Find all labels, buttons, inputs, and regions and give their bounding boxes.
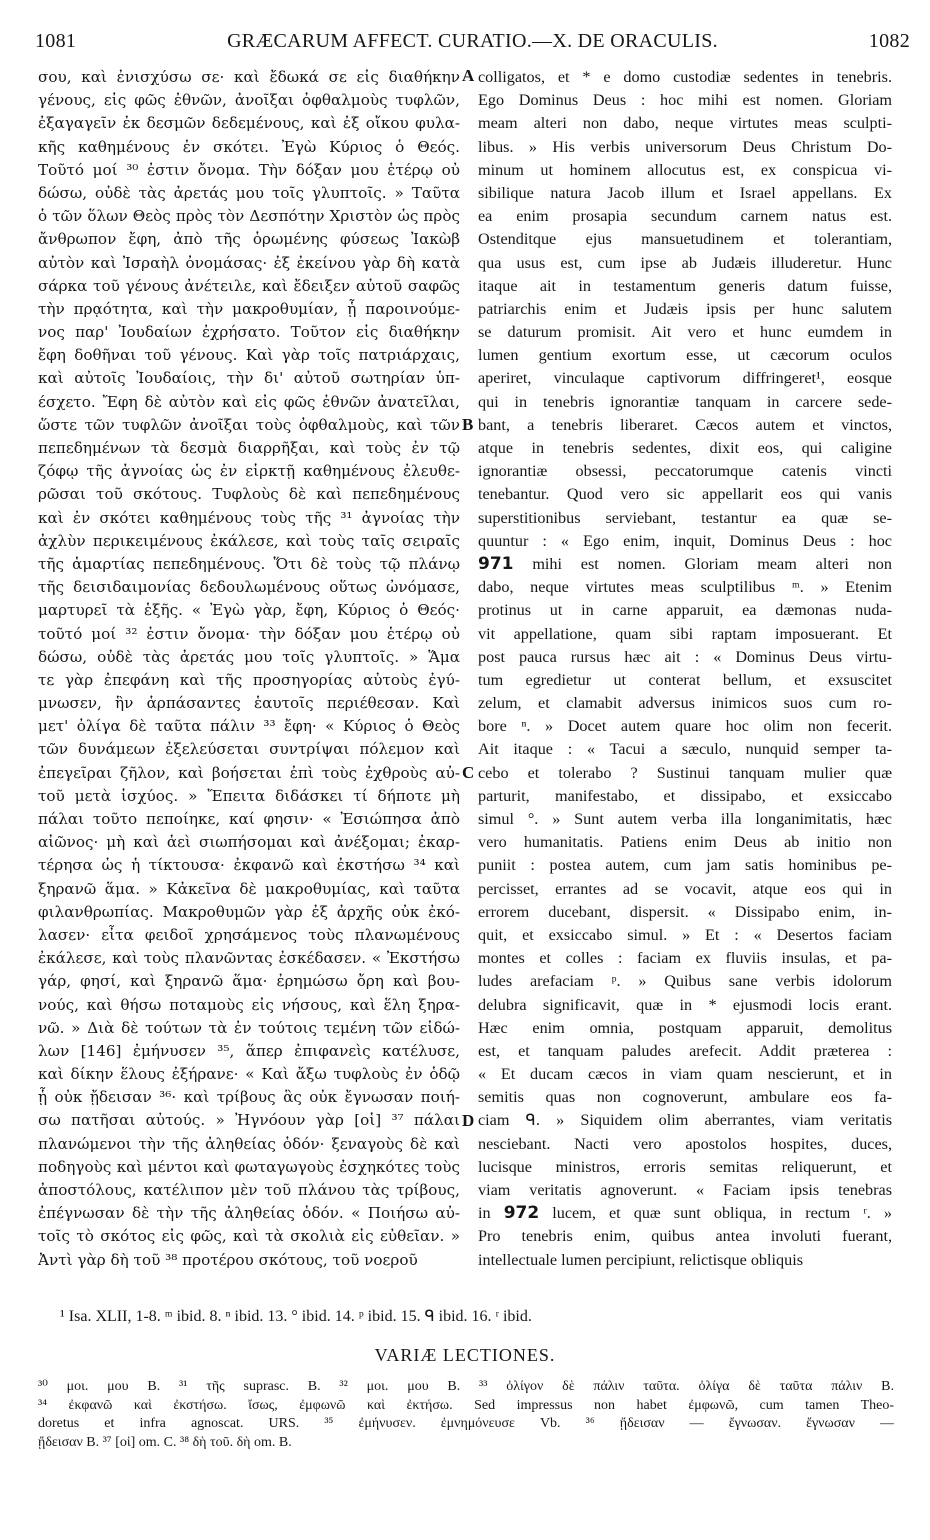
latin-text-line: quuntur : « Ego enim, inquit, Dominus Deus : hoc (478, 531, 892, 550)
latin-text-line: parturit, manifestabo, et dissipabo, et exsiccabo (478, 786, 892, 805)
greek-text-line: αἰῶνος· μὴ καὶ ἀεὶ σιωπήσομαι καὶ ἀνέξομαι; ἐκαρ- (38, 833, 460, 852)
greek-text-line: γάρ, φησί, καὶ ξηρανῶ ἅμα· ἐρημώσω ὄρη καὶ βου- (38, 972, 460, 991)
greek-text-line: Τοῦτό μοί ³⁰ ἐστιν ὄνομα. Τὴν δόξαν μου ἑτέρῳ οὐ (38, 160, 460, 179)
latin-text-line: aperiret, vinculaque captivorum diffringeret¹, eosque (478, 369, 892, 388)
latin-text-line: « Et ducam cæcos in viam quam nescierunt, et in (478, 1065, 892, 1084)
margin-letter-b: B (462, 415, 474, 434)
latin-text-line: bore ⁿ. » Docet autem quare hoc olim non fecerit. (478, 717, 892, 736)
greek-text-line: ἐπεγεῖραι ζῆλον, καὶ βοήσεται ἐπὶ τοὺς ἐχθροὺς αὐ- (38, 763, 460, 782)
latin-text-line: sibilique natura Jacob illum et Israel appellans. Ex (478, 183, 892, 202)
variae-lectiones (38, 1378, 894, 1452)
latin-text-line: Hæc enim omnia, postquam apparuit, demolitus (478, 1018, 892, 1037)
latin-text-line: vero humanitatis. Patiens enim Deus ab initio non (478, 833, 892, 852)
latin-text-line: ignorantiæ obsessi, peccatorumque catenis vincti (478, 462, 892, 481)
latin-text-line: lumen gentium exortum esse, ut cæcorum oculos (478, 346, 892, 365)
latin-text-line: 971 mihi est nomen. Gloriam meam alteri non (478, 553, 892, 574)
latin-text-line: bant, a tenebris liberaret. Cæcos autem et vinctos, (478, 415, 892, 434)
latin-text-line: dabo, neque virtutes meas sculptilibus ᵐ. » Etenim (478, 578, 892, 597)
latin-column (478, 66, 892, 1272)
greek-text-line: τῆς ἁμαρτίας πεπεδημένους. Ὅτι δὲ τοὺς τῷ πλάνῳ (38, 554, 460, 573)
greek-text-line: τῶν δυνάμεων ἐξελεύσεται συντρίψαι πόλεμον καὶ (38, 740, 460, 759)
latin-text-line: libus. » His verbis universorum Deus Christum Do- (478, 137, 892, 156)
greek-text-line: σάρκα τοῦ γένους ἀνέτειλε, καὶ ἔδειξεν αὐτοῦ σαφῶς (38, 276, 460, 295)
greek-text-line: μνωσεν, ἣν ἁρπάσαντες ἑαυτοῖς περιέθεσαν. Καὶ (38, 694, 460, 713)
greek-column (38, 66, 460, 1272)
latin-text-line: intellectuale lumen percipiunt, relictisque obliquis (478, 1250, 804, 1269)
column-page-number: 971 (478, 553, 514, 574)
latin-text-line: Ostenditque ejus mansuetudinem et tolerantiam, (478, 230, 892, 249)
latin-text-line: errorem ducebant, dispersit. « Dissipabo enim, in- (478, 902, 892, 921)
latin-text-line: in 972 lucem, et quæ sunt obliqua, in rectum ʳ. » (478, 1203, 892, 1224)
greek-text-line: ποδηγοὺς καὶ μέντοι καὶ φωταγωγοὺς ἐσχηκότες τοὺς (38, 1157, 460, 1176)
greek-text-line: φιλανθρωπίας. Μακροθυμῶν γὰρ ἐξ ἀρχῆς οὐκ ἐκό- (38, 902, 460, 921)
variant-reading-line: ³⁰ μοι. μου B. ³¹ τῆς suprasc. B. ³² μοι. μου B. ³³ ὀλίγον δὲ πάλιν ταῦτα. ὀλίγα δὲ ταῦτα πάλιν B. (38, 1379, 894, 1394)
greek-text-line: ἔφη δοθῆναι τοῦ γένους. Καὶ γὰρ τοῖς πατριάρχαις, (38, 346, 460, 365)
greek-text-line: ἐκάλεσε, καὶ τοὺς πλανῶντας ἐσκέδασεν. « Ἐκστήσω (38, 949, 460, 968)
greek-text-line: ᾗ οὐκ ᾔδεισαν ³⁶· καὶ τρίβους ἃς οὐκ ἔγνωσαν ποιή- (38, 1088, 460, 1107)
latin-text-line: itaque ait in testamentum generis datum fuisse, (478, 276, 892, 295)
greek-text-line: πλανώμενοι τὴν τῆς ἀληθείας ὁδόν· ξεναγοὺς δὲ καὶ (38, 1134, 460, 1153)
variant-reading-line: ᾔδεισαν B. ³⁷ [οἱ] om. C. ³⁸ δὴ τοῦ. δὴ om. B. (38, 1434, 292, 1450)
page-number-left: 1081 (35, 30, 77, 52)
latin-text-line: semitis quas non cognoverunt, ambulare eos fa- (478, 1088, 892, 1107)
greek-text-line: ὥστε τῶν τυφλῶν ἀνοῖξαι τοὺς ὀφθαλμοὺς, καὶ τῶν (38, 415, 460, 434)
latin-text-line: zelum, et clamabit adversus inimicos suos cum ro- (478, 694, 892, 713)
greek-text-line: καὶ δίκην ἕλους ἐξήρανε· « Καὶ ἄξω τυφλοὺς ἐν ὁδῷ (38, 1065, 460, 1084)
greek-text-line: τὴν πρᾳότητα, καὶ τὴν μακροθυμίαν, ᾗ παροινούμε- (38, 299, 460, 318)
greek-text-line: ἄνθρωπον ἔφη, ἀπὸ τῆς ὁρωμένης φύσεως Ἰακὼβ (38, 230, 460, 249)
latin-text-line: qui in tenebris ignorantiæ tanquam in carcere sede- (478, 392, 892, 411)
latin-text-line: cebo et tolerabo ? Sustinui tanquam mulier quæ (478, 763, 892, 782)
greek-text-line: δώσω, οὐδὲ τὰς ἀρετάς μου τοῖς γλυπτοῖς. » Ταῦτα (38, 183, 460, 202)
greek-text-line: νούς, καὶ θήσω ποταμοὺς εἰς νήσους, καὶ ἕλη ξηρα- (38, 995, 460, 1014)
greek-text-line: Ἀντὶ γὰρ δὴ τοῦ ³⁸ προτέρου σκότους, τοῦ νοεροῦ (38, 1250, 418, 1269)
greek-text-line: τοῦτό μοί ³² ἐστιν ὄνομα· τὴν δόξαν μου ἑτέρῳ οὐ (38, 624, 460, 643)
greek-text-line: τε γὰρ ἐπεφάνη καὶ τῆς προσηγορίας αὐτοὺς ἐγύ- (38, 670, 460, 689)
latin-text-line: ciam ᑫ. » Siquidem olim aberrantes, viam veritatis (478, 1111, 892, 1130)
latin-text-line: se daturum promisit. Ait vero et hunc eumdem in (478, 323, 892, 342)
latin-text-line: delubra significavit, quæ in * ejusmodi locis erant. (478, 995, 892, 1014)
greek-text-line: κῆς καθημένους ἐν σκότει. Ἐγὼ Κύριος ὁ Θεός. (38, 137, 460, 156)
latin-text-line: qua usus est, cum ipse ab Judæis illuderetur. Hunc (478, 253, 892, 272)
latin-text-line: protinus ut in carne apparuit, ea dæmonas nuda- (478, 601, 892, 620)
greek-text-line: τέρησα ὡς ἡ τίκτουσα· ἐκφανῶ καὶ ἐκστήσω ³⁴ καὶ (38, 856, 460, 875)
greek-text-line: τοῖς τὸ σκότος εἰς φῶς, καὶ τὰ σκολιὰ εἰς εὐθεῖαν. » (38, 1227, 460, 1246)
latin-text-line: percisset, errantes ad se vocavit, atque eos qui in (478, 879, 892, 898)
latin-text-line: Ait itaque : « Tacui a sæculo, nunquid semper ta- (478, 740, 892, 759)
greek-text-line: ἐξαγαγεῖν ἐκ δεσμῶν δεδεμένους, καὶ ἐξ οἴκου φυλα- (38, 114, 460, 133)
greek-text-line: σω πατῆσαι αὐτούς. » Ἠγνόουν γὰρ [οἱ] ³⁷ πάλαι (38, 1111, 460, 1130)
greek-text-line: πάλαι τοῦτο πεποίηκε, καί φησιν· « Ἐσιώπησα ἀπὸ (38, 810, 460, 828)
greek-text-line: λων [146] ἐμήνυσεν ³⁵, ἅπερ ἐπιφανεὶς κατέλυσε, (38, 1041, 460, 1060)
latin-text-line: simul °. » Sunt autem verba illa longanimitatis, hæc (478, 810, 892, 828)
greek-text-line: ξηρανῶ ἅμα. » Κἀκεῖνα δὲ μακροθυμίας, καὶ ταῦτα (38, 879, 460, 898)
greek-text-line: ζόφῳ τῆς ἀγνοίας ὡς ἐν εἱρκτῇ καθημένους ἐλευθε- (38, 462, 460, 481)
greek-text-line: έσχετο. Ἔφη δὲ αὐτὸν καὶ εἰς φῶς ἐθνῶν ἀνατεῖλαι, (38, 392, 460, 411)
latin-text-line: viam veritatis agnoverunt. « Faciam ipsis tenebras (478, 1181, 892, 1199)
page-header (35, 30, 910, 60)
running-title: GRÆCARUM AFFECT. CURATIO.—X. DE ORACULIS. (227, 30, 718, 52)
greek-text-line: ἀποστόλους, κατέλιπον μὲν τοῦ πλάνου τὰς τρίβους, (38, 1181, 460, 1199)
greek-text-line: πεπεδημένων τὰ δεσμὰ διαρρῆξαι, καὶ τοὺς ἐν τῷ (38, 439, 460, 457)
latin-text-line: tenebantur. Quod vero sic appellarit eos qui vanis (478, 485, 892, 504)
latin-text-line: quit, et exsiccabo simul. » Et : « Desertos faciam (478, 925, 892, 944)
greek-text-line: γένους, εἰς φῶς ἐθνῶν, ἀνοῖξαι ὀφθαλμοὺς τυφλῶν, (38, 91, 460, 110)
latin-text-line: Pro tenebris enim, quibus antea involuti fuerant, (478, 1227, 892, 1246)
latin-text-line: superstitionibus serviebant, testantur ea quæ se- (478, 508, 892, 527)
greek-text-line: τοῦ μετὰ ἰσχύος. » Ἔπειτα διδάσκει τί δήποτε μὴ (38, 786, 460, 805)
latin-text-line: ludes arefaciam ᵖ. » Quibus sane verbis idolorum (478, 972, 892, 991)
margin-letter-c: C (462, 763, 475, 782)
page-number-right: 1082 (868, 30, 910, 52)
greek-text-line: καὶ ἐν σκότει καθημένους τοὺς τῆς ³¹ ἀγνοίας τὴν (38, 508, 460, 527)
greek-text-line: δώσω, οὐδὲ τὰς ἀρετάς μου τοῖς γλυπτοῖς. » Ἅμα (38, 647, 460, 666)
margin-letter-d: D (462, 1111, 475, 1130)
column-page-number: 972 (503, 1203, 540, 1224)
greek-text-line: ἀχλὺν περικειμένους ἐκάλεσε, καὶ τοὺς ταῖς σειραῖς (38, 531, 460, 550)
latin-text-line: lucisque ministros, erroris semitas reliquerunt, et (478, 1157, 892, 1176)
greek-text-line: αὐτὸν καὶ Ἰσραὴλ ὀνομάσας· ἐξ ἐκείνου γὰρ δὴ κατὰ (38, 253, 460, 272)
greek-text-line: καὶ αὐτοῖς Ἰουδαίοις, τὴν δι' αὐτοῦ σωτηρίαν ὑπ- (38, 369, 460, 388)
greek-text-line: ρῶσαι τοῦ σκότους. Τυφλοὺς δὲ καὶ πεπεδημένους (38, 485, 460, 504)
latin-text-line: meam alteri non dabo, neque virtutes meas sculpti- (478, 114, 892, 133)
latin-text-line: est, et tanquam paludes arefecit. Addit præterea : (478, 1041, 892, 1060)
greek-text-line: μαρτυρεῖ τὰ ἑξῆς. « Ἐγὼ γὰρ, ἔφη, Κύριος ὁ Θεός· (38, 601, 460, 620)
variae-lectiones-title: VARIÆ LECTIONES. (374, 1345, 556, 1365)
latin-text-line: vit appellatione, quam sibi raptam imposuerant. Et (478, 624, 892, 643)
variant-reading-line: doretus et infra agnoscat. URS. ³⁵ ἐμήνυσεν. ἐμνημόνευσε Vb. ³⁶ ᾔδεισαν — ἔγνωσαν. ἔγνωσαν — (38, 1416, 894, 1431)
latin-text-line: montes et colles : faciam ex fluviis insulas, et pa- (478, 949, 892, 968)
latin-text-line: minum ut hominem allocutus est, ex conspicua vi- (478, 160, 892, 179)
greek-text-line: τῆς δεισιδαιμονίας δεδουλωμένους οὕτως ὠνόμασε, (38, 578, 460, 597)
greek-text-line: σου, καὶ ἐνισχύσω σε· καὶ ἔδωκά σε εἰς διαθήκην (38, 68, 460, 86)
latin-text-line: Ego Dominus Deus : hoc mihi est nomen. Gloriam (478, 91, 892, 110)
latin-text-line: ea enim prosapia secundum carnem natus est. (478, 207, 892, 226)
latin-text-line: atque in tenebris sedentes, dixit eos, qui caligine (478, 439, 892, 457)
greek-text-line: ὁ τῶν ὅλων Θεὸς πρὸς τὸν Δεσπότην Χριστὸν ὡς πρὸς (38, 207, 460, 226)
latin-text-line: puniit : postea autem, cum jam satis hominibus pe- (478, 856, 892, 875)
latin-text-line: patriarchis enim et Judæis ipsis per hunc salutem (478, 299, 892, 318)
latin-text-line: post pauca rursus hæc ait : « Dominus Deus virtu- (478, 647, 892, 666)
latin-text-line: tum egredietur ut conterat bellum, et exsuscitet (478, 670, 892, 689)
greek-text-line: ἐπέγνωσαν δὲ τὴν τῆς ἀληθείας ὁδόν. « Ποιήσω αὐ- (38, 1204, 460, 1223)
latin-text-line: nesciebant. Nacti vero apostolos hospites, duces, (478, 1134, 892, 1153)
footnotes: ¹ Isa. XLII, 1-8. ᵐ ibid. 8. ⁿ ibid. 13. ° ibid. 14. ᵖ ibid. 15. ᑫ ibid. 16. ʳ ibid. (60, 1308, 532, 1325)
margin-letter-a: A (462, 66, 475, 85)
greek-text-line: μετ' ὀλίγα δὲ ταῦτα πάλιν ³³ ἔφη· « Κύριος ὁ Θεὸς (38, 717, 460, 736)
greek-text-line: λασεν· εἶτα φειδοῖ χρησάμενος τοὺς πλανωμένους (38, 925, 460, 944)
greek-text-line: νος παρ' Ἰουδαίων ἐχρήσατο. Τοῦτον εἰς διαθήκην (38, 323, 460, 342)
variant-reading-line: ³⁴ ἐκφανῶ καὶ ἐκστήσω. ἴσως, ἐμφωνῶ καὶ ἐκτήσω. Sed impressus non habet ἐμφωνῶ, cum tamen Theo- (38, 1397, 894, 1413)
latin-text-line: colligatos, et * e domo custodiæ sedentes in tenebris. (478, 68, 892, 86)
greek-text-line: νῶ. » Διὰ δὲ τούτων τὰ ἐν τούτοις τεμένη τῶν εἰδώ- (38, 1018, 460, 1037)
